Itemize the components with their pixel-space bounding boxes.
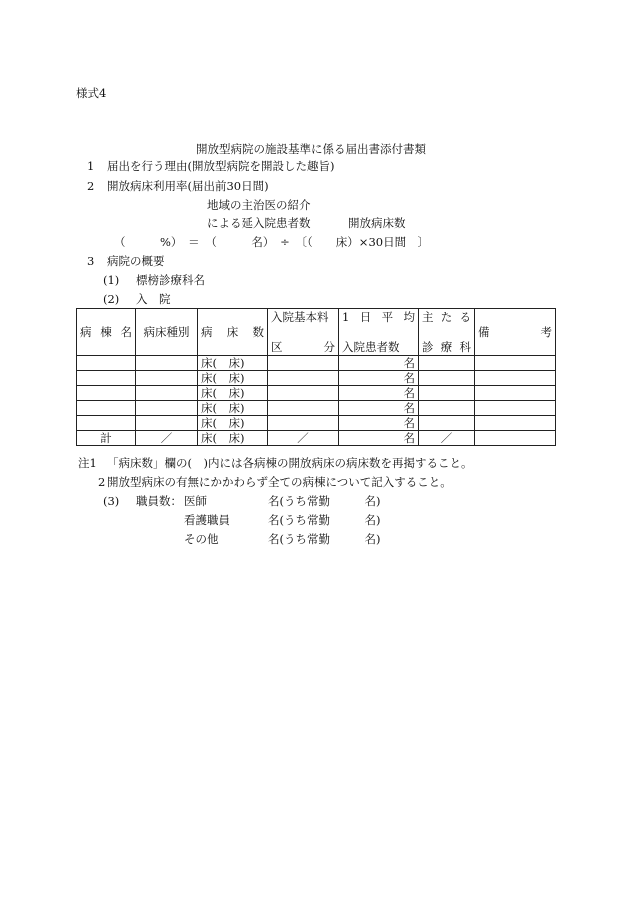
- formula-numerator-line1: 地域の主治医の紹介: [207, 198, 311, 212]
- form-label: 様式4: [76, 86, 107, 100]
- total-bed-type-slash: ／: [136, 431, 198, 446]
- remarks-cell[interactable]: [475, 386, 556, 401]
- department-cell[interactable]: [419, 356, 475, 371]
- remarks-cell[interactable]: [475, 416, 556, 431]
- ward-name-cell[interactable]: [77, 416, 136, 431]
- table-total-row: [77, 431, 556, 446]
- bed-type-cell[interactable]: [136, 386, 198, 401]
- header-basic-fee: [268, 309, 339, 356]
- total-remarks: [475, 431, 556, 446]
- bed-type-cell[interactable]: [136, 401, 198, 416]
- total-department-slash: ／: [419, 431, 475, 446]
- bed-count-cell[interactable]: 床( 床): [198, 371, 268, 386]
- basic-fee-cell[interactable]: [268, 371, 339, 386]
- header-remarks: [475, 309, 556, 356]
- department-cell[interactable]: [419, 386, 475, 401]
- remarks-cell[interactable]: [475, 401, 556, 416]
- main-department-top-label: 主 た る: [422, 310, 471, 324]
- total-label: 計: [77, 431, 136, 446]
- section-2-text: 開放病床利用率(届出前30日間): [107, 179, 269, 193]
- note-2-text: 開放型病床の有無にかかわらず全ての病棟について記入すること。: [107, 475, 452, 489]
- section-1-text: 届出を行う理由(開放型病院を開設した趣旨): [107, 159, 335, 173]
- staff-role-other: その他: [184, 532, 219, 546]
- table-row: [77, 386, 556, 401]
- main-department-bottom-label: 診 療 科: [422, 340, 471, 354]
- table-body: [77, 356, 556, 431]
- bed-type-cell[interactable]: [136, 371, 198, 386]
- formula-equation: （ %） ＝ （ 名） ÷ 〔（ 床）×30日間 〕: [114, 235, 430, 249]
- table-row: [77, 416, 556, 431]
- header-ward-name: [77, 309, 136, 356]
- table-row: [77, 356, 556, 371]
- basic-fee-top-label: 入院基本料: [271, 310, 329, 324]
- header-bed-type: [136, 309, 198, 356]
- department-cell[interactable]: [419, 401, 475, 416]
- ward-name-label: 病 棟 名: [80, 325, 132, 339]
- subsection-1-number: (1): [103, 273, 120, 287]
- section-3-number: 3: [87, 254, 95, 268]
- staff-count-doctor: 名(うち常勤 名): [268, 494, 381, 508]
- subsection-1-text: 標榜診療科名: [136, 273, 205, 287]
- basic-fee-bottom-label: 区 分: [271, 340, 335, 354]
- remarks-label: 備 考: [478, 325, 552, 339]
- bed-type-cell[interactable]: [136, 356, 198, 371]
- bed-type-label: 病床種別: [143, 325, 190, 339]
- bed-count-cell[interactable]: 床( 床): [198, 386, 268, 401]
- department-cell[interactable]: [419, 416, 475, 431]
- ward-name-cell[interactable]: [77, 371, 136, 386]
- bed-count-cell[interactable]: 床( 床): [198, 401, 268, 416]
- table-header-row: [77, 309, 556, 356]
- bed-count-cell[interactable]: 床( 床): [198, 416, 268, 431]
- section-1-number: 1: [87, 159, 95, 173]
- staff-count-other: 名(うち常勤 名): [268, 532, 381, 546]
- header-daily-average: [339, 309, 419, 356]
- basic-fee-cell[interactable]: [268, 401, 339, 416]
- staff-label: 職員数：: [136, 494, 182, 508]
- document-title: 開放型病院の施設基準に係る届出書添付書類: [196, 142, 426, 156]
- staff-role-nurse: 看護職員: [184, 513, 230, 527]
- formula-numerator-line2: による延入院患者数: [207, 216, 311, 230]
- daily-average-cell[interactable]: 名: [339, 371, 419, 386]
- daily-average-cell[interactable]: 名: [339, 401, 419, 416]
- table-row: [77, 371, 556, 386]
- note-2-number: 2: [98, 475, 106, 489]
- header-bed-count: [198, 309, 268, 356]
- total-basic-fee-slash: ／: [268, 431, 339, 446]
- department-cell[interactable]: [419, 371, 475, 386]
- header-main-department: [419, 309, 475, 356]
- ward-name-cell[interactable]: [77, 386, 136, 401]
- staff-count-nurse: 名(うち常勤 名): [268, 513, 381, 527]
- bed-type-cell[interactable]: [136, 416, 198, 431]
- total-bed-count: 床( 床): [198, 431, 268, 446]
- table-row: [77, 401, 556, 416]
- bed-count-cell[interactable]: 床( 床): [198, 356, 268, 371]
- note-1-prefix: 注1: [78, 456, 97, 470]
- total-daily-average: 名: [339, 431, 419, 446]
- remarks-cell[interactable]: [475, 371, 556, 386]
- subsection-2-number: (2): [103, 292, 120, 306]
- basic-fee-cell[interactable]: [268, 416, 339, 431]
- staff-number: (3): [103, 494, 120, 508]
- staff-role-doctor: 医師: [184, 494, 207, 508]
- ward-name-cell[interactable]: [77, 356, 136, 371]
- ward-name-cell[interactable]: [77, 401, 136, 416]
- formula-denominator-label: 開放病床数: [348, 216, 406, 230]
- section-2-number: 2: [87, 179, 95, 193]
- daily-average-cell[interactable]: 名: [339, 386, 419, 401]
- daily-average-cell[interactable]: 名: [339, 416, 419, 431]
- basic-fee-cell[interactable]: [268, 386, 339, 401]
- daily-average-bottom-label: 入院患者数: [342, 340, 400, 354]
- inpatient-table: [76, 308, 556, 446]
- section-3-text: 病院の概要: [107, 254, 165, 268]
- bed-count-label: 病 床 数: [201, 325, 264, 339]
- daily-average-cell[interactable]: 名: [339, 356, 419, 371]
- daily-average-top-label: 1 日 平 均: [342, 310, 415, 324]
- subsection-2-text: 入 院: [136, 292, 171, 306]
- note-1-text: 「病床数」欄の( )内には各病棟の開放病床の病床数を再掲すること。: [107, 456, 473, 470]
- remarks-cell[interactable]: [475, 356, 556, 371]
- basic-fee-cell[interactable]: [268, 356, 339, 371]
